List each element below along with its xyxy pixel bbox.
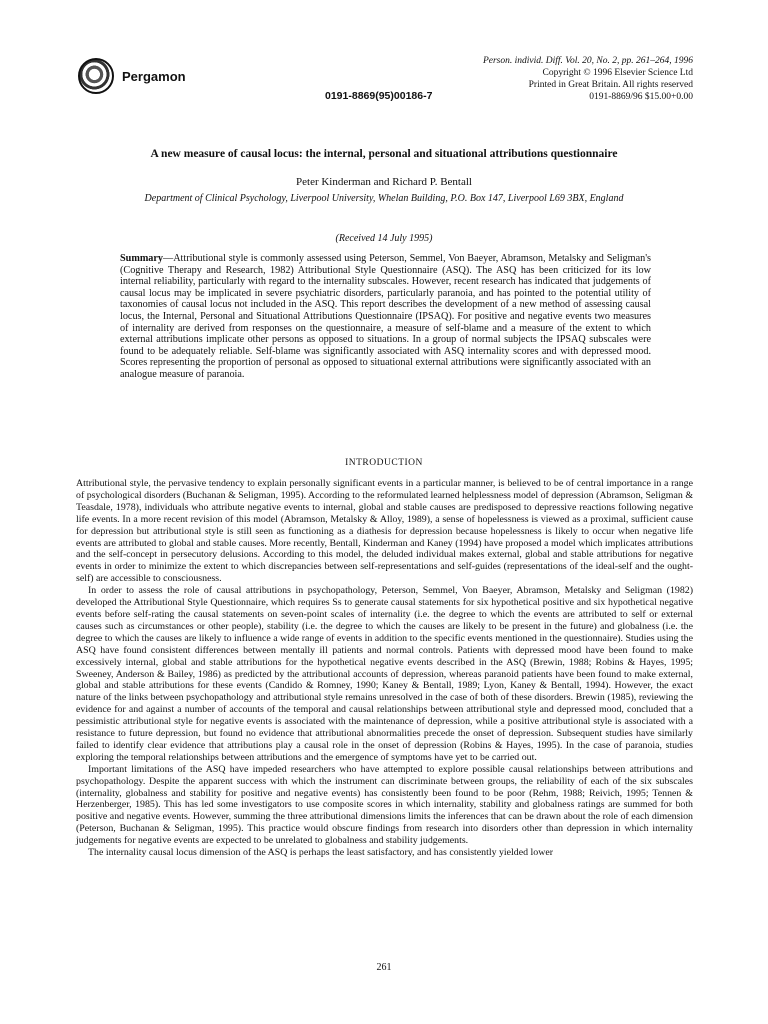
publisher-name: Pergamon	[122, 68, 186, 84]
paragraph: In order to assess the role of causal attributions in psychopathology, Peterson, Semmel, Von Baeyer, Abramson, Metalsky and Seligman (1982) developed the Attributional Style Questionnaire, which requires Ss to generate causal statements for six hypothetical positive and six hypothetical negative events before self-rating the causal statements on seven-point scales of internality (i.e. the degree to which the events are attributed to self or external causes such as circumstances or other people), stability (i.e. the degree to which the causes are likely to be present in the future) and globalness (i.e. the degree to which the causes are likely to influence a wide range of events in addition to the specific events mentioned in the questionnaire). Studies using the ASQ have found consistent differences between mentally ill patients and normal controls. Patients with depressed mood have been found to make excessively internal, global and stable attributions for the hypothetical negative events described in the ASQ (Brewin, 1988; Robins & Hayes, 1995; Sweeney, Anderson & Bailey, 1986) as predicted by the attributional accounts of depression, whereas paranoid patients have been found to make external, global and stable attributions for these events (Candido & Romney, 1990; Kaney & Bentall, 1989; Lyon, Kaney & Bentall, 1994). However, the exact nature of the links between psychopathology and attributional style remains unresolved in the case of both of these disorders. Brewin (1985), reviewing the evidence for and against a number of accounts of the temporal and causal relationships between attributional style and depressed mood, concluded that a pessimistic attributional style for negative events is associated with the maintenance of depression, while a positive attributional style is associated with a resistance to future depression, but found no evidence that attributional abnormalities precede the onset of depression. Subsequent studies have similarly failed to identify clear evidence that attributions play a causal role in the onset of depression (Robins & Hayes, 1995). In the case of paranoia, studies exploring the temporal relationships between attributions and the emergence of symptoms have yet to be carried out.	[76, 585, 693, 763]
copyright-line: Copyright © 1996 Elsevier Science Ltd	[542, 68, 693, 78]
pergamon-emblem-icon	[78, 58, 114, 94]
body-text	[76, 478, 693, 859]
journal-citation-block	[393, 55, 693, 103]
abstract	[120, 253, 651, 381]
section-heading: INTRODUCTION	[345, 458, 423, 468]
publisher-logo	[78, 58, 186, 94]
article-title: A new measure of causal locus: the internal, personal and situational attributions questionnaire	[150, 148, 618, 160]
page-number: 261	[376, 962, 392, 973]
printed-line: Printed in Great Britain. All rights reserved	[528, 80, 693, 90]
doi: 0191-8869(95)00186-7	[325, 90, 433, 102]
issn-line: 0191-8869/96 $15.00+0.00	[589, 92, 693, 102]
summary-label: Summary	[120, 253, 164, 264]
summary-text: —Attributional style is commonly assessed using Peterson, Semmel, Von Baeyer, Abramson, Metalsky and Seligman's (Cognitive Therapy and Research, 1982) Attributional Style Questionnaire (ASQ). The ASQ has been criticized for its low internal reliability, particularly with regard to the internality subscales. However, recent research has indicated that judgements of causal locus may be implicated in severe psychiatric disorders, particularly paranoia, and has pointed to the potential utility of taxonomies of causal locus not included in the ASQ. This report describes the development of a new method of assessing causal locus, the Internal, Personal and Situational Attributions Questionnaire (IPSAQ). For positive and negative events two measures of internality are derived from responses on the questionnaire, a measure of self-blame and a measure of the extent to which external attributions implicate other persons as opposed to situations. In a group of normal subjects the IPSAQ subscales were found to be adequately reliable. Self-blame was significantly associated with ASQ internality scores and with depressed mood. Scores representing the proportion of personal as opposed to situational external attributions were significantly associated with an analogue measure of paranoia.	[120, 253, 651, 380]
journal-line: Person. individ. Diff. Vol. 20, No. 2, pp. 261–264, 1996	[482, 56, 693, 66]
article-affiliation: Department of Clinical Psychology, Liverpool University, Whelan Building, P.O. Box 147, Liverpool L69 3BX, England	[144, 193, 624, 204]
article-authors: Peter Kinderman and Richard P. Bentall	[296, 176, 472, 188]
paragraph: Important limitations of the ASQ have impeded researchers who have attempted to explore possible causal relationships between attributions and psychopathology. Despite the apparent success with which the instrument can discriminate between groups, the reliability of each of the six subscales (internality, globalness and stability for positive and negative events) has consistently been found to be poor (Rehm, 1988; Reivich, 1995; Tennen & Herzenberger, 1985). This has led some investigators to use composite scores in which internality, stability and globalness ratings are summed for both positive and negative events. However, summing the three attributional dimensions limits the inferences that can be drawn about the role of each dimension (Peterson, Buchanan & Seligman, 1995). This practice would obscure findings from research into disorders other than depression in which internality judgements for negative events are expected to be unrelated to globalness and stability judgements.	[76, 763, 693, 847]
paragraph: The internality causal locus dimension of the ASQ is perhaps the least satisfactory, and has consistently yielded lower	[88, 847, 554, 859]
received-date: (Received 14 July 1995)	[335, 233, 433, 244]
paragraph: Attributional style, the pervasive tendency to explain personally significant events in a particular manner, is believed to be of central importance in a range of psychological disorders (Buchanan & Seligman, 1995). According to the reformulated learned helplessness model of depression (Abramson, Seligman & Teasdale, 1978), individuals who attribute negative events to internal, global and stable causes are predisposed to depressive reactions following negative life events. In a more recent revision of this model (Abramson, Metalsky & Alloy, 1989), a sense of hopelessness is viewed as a proximal, sufficient cause for depression but attributional style is still seen as functioning as a diathesis for depression because hopelessness is likely to occur when negative life events are attributed to global and stable causes. More recently, Bentall, Kinderman and Kaney (1994) have proposed a model which implicates attributions and the self-concept in persecutory delusions. According to this model, the deluded individual makes external, global and stable attributions for negative events in order to minimize the extent to which discrepancies between self-representations and self-guides (representations of the ideal-self and the ought-self) are accessible to consciousness.	[76, 478, 693, 585]
